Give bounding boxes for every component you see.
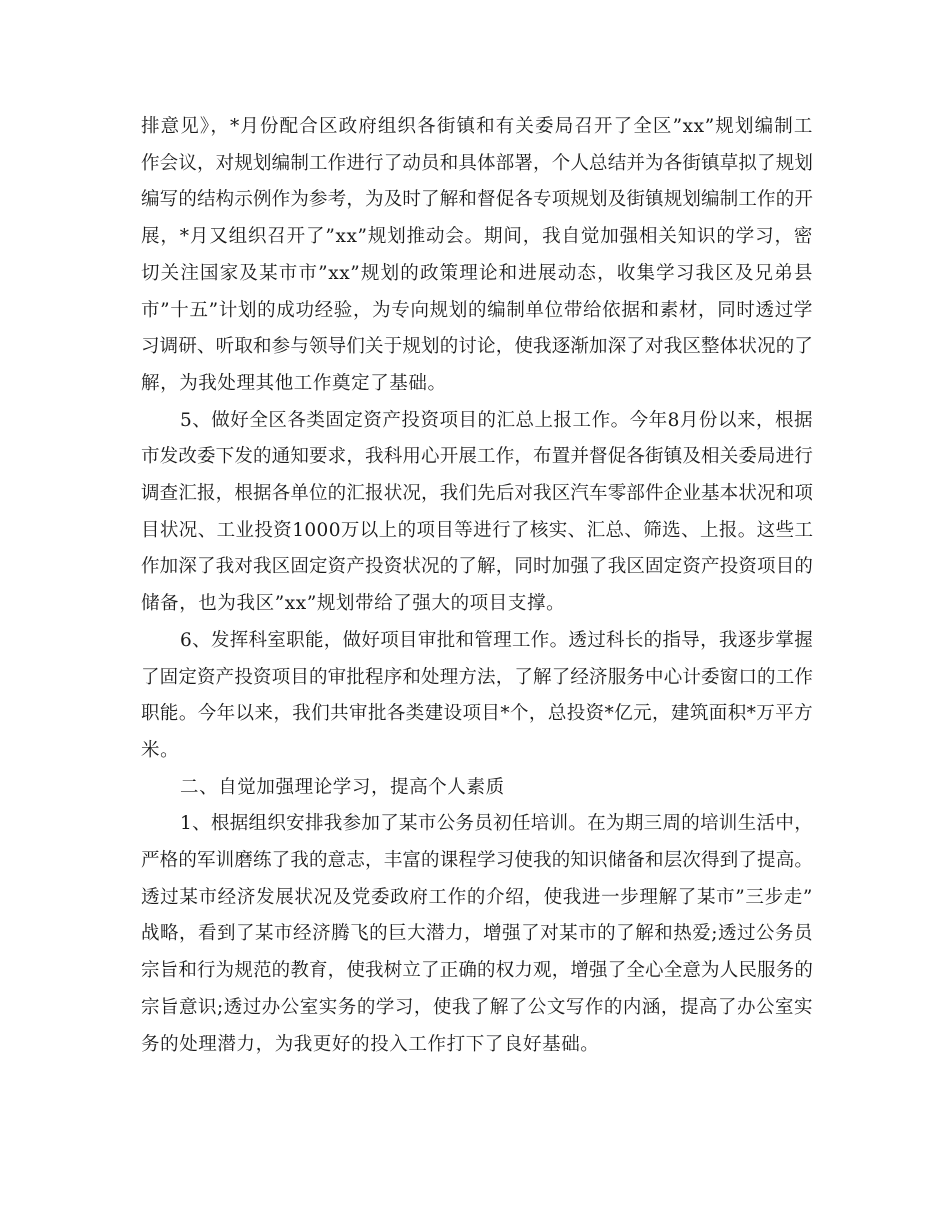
text-line: 目状况、工业投资1000万以上的项目等进行了核实、汇总、筛选、上报。这些工 <box>141 519 814 541</box>
paragraph-item-6 <box>141 623 813 770</box>
text-line: 解，为我处理其他工作奠定了基础。 <box>141 372 447 394</box>
text-line: 严格的军训磨练了我的意志，丰富的课程学习使我的知识储备和层次得到了提高。 <box>141 850 813 872</box>
text-line: 米。 <box>141 739 180 761</box>
document-body <box>141 109 813 1063</box>
text-line: 务的处理潜力，为我更好的投入工作打下了良好基础。 <box>141 1033 600 1055</box>
paragraph-planning-work <box>141 109 813 403</box>
text-line: 市”十五”计划的成功经验，为专向规划的编制单位带给依据和素材，同时透过学 <box>141 299 813 321</box>
text-line: 市发改委下发的通知要求，我科用心开展工作，布置并督促各街镇及相关委局进行 <box>141 446 813 468</box>
text-line: 战略，看到了某市经济腾飞的巨大潜力，增强了对某市的了解和热爱;透过公务员 <box>141 923 813 945</box>
text-line: 宗旨意识;透过办公室实务的学习，使我了解了公文写作的内涵，提高了办公室实 <box>141 996 813 1018</box>
paragraph-item-5 <box>141 403 813 623</box>
text-line: 排意见》，*月份配合区政府组织各街镇和有关委局召开了全区”xx”规划编制工 <box>141 116 813 137</box>
text-line: 调查汇报，根据各单位的汇报状况，我们先后对我区汽车零部件企业基本状况和项 <box>141 483 813 505</box>
section-heading <box>141 770 813 807</box>
text-line: 编写的结构示例作为参考，为及时了解和督促各专项规划及街镇规划编制工作的开 <box>141 189 813 211</box>
text-line: 宗旨和行为规范的教育，使我树立了正确的权力观，增强了全心全意为人民服务的 <box>141 960 813 982</box>
text-line: 5、做好全区各类固定资产投资项目的汇总上报工作。今年8月份以来，根据 <box>180 409 813 431</box>
text-line: 作加深了我对我区固定资产投资状况的了解，同时加强了我区固定资产投资项目的 <box>141 556 813 578</box>
text-line: 职能。今年以来，我们共审批各类建设项目*个，总投资*亿元，建筑面积*万平方 <box>141 703 813 725</box>
text-line: 习调研、听取和参与领导们关于规划的讨论，使我逐渐加深了对我区整体状况的了 <box>141 336 813 358</box>
text-line: 作会议，对规划编制工作进行了动员和具体部署，个人总结并为各街镇草拟了规划 <box>141 152 813 174</box>
text-line: 透过某市经济发展状况及党委政府工作的介绍，使我进一步理解了某市”三步走” <box>141 886 813 908</box>
text-line: 切关注国家及某市市”xx”规划的政策理论和进展动态，收集学习我区及兄弟县 <box>141 262 813 284</box>
paragraph-item-1 <box>141 806 813 1063</box>
text-line: 1、根据组织安排我参加了某市公务员初任培训。在为期三周的培训生活中， <box>180 813 813 835</box>
text-line: 展，*月又组织召开了”xx”规划推动会。期间，我自觉加强相关知识的学习，密 <box>141 226 813 248</box>
text-line: 了固定资产投资项目的审批程序和处理方法，了解了经济服务中心计委窗口的工作 <box>141 666 813 688</box>
text-line: 6、发挥科室职能，做好项目审批和管理工作。透过科长的指导，我逐步掌握 <box>180 629 813 651</box>
text-line: 储备，也为我区”xx”规划带给了强大的项目支撑。 <box>141 593 566 615</box>
section-heading-text: 二、自觉加强理论学习，提高个人素质 <box>180 776 505 798</box>
